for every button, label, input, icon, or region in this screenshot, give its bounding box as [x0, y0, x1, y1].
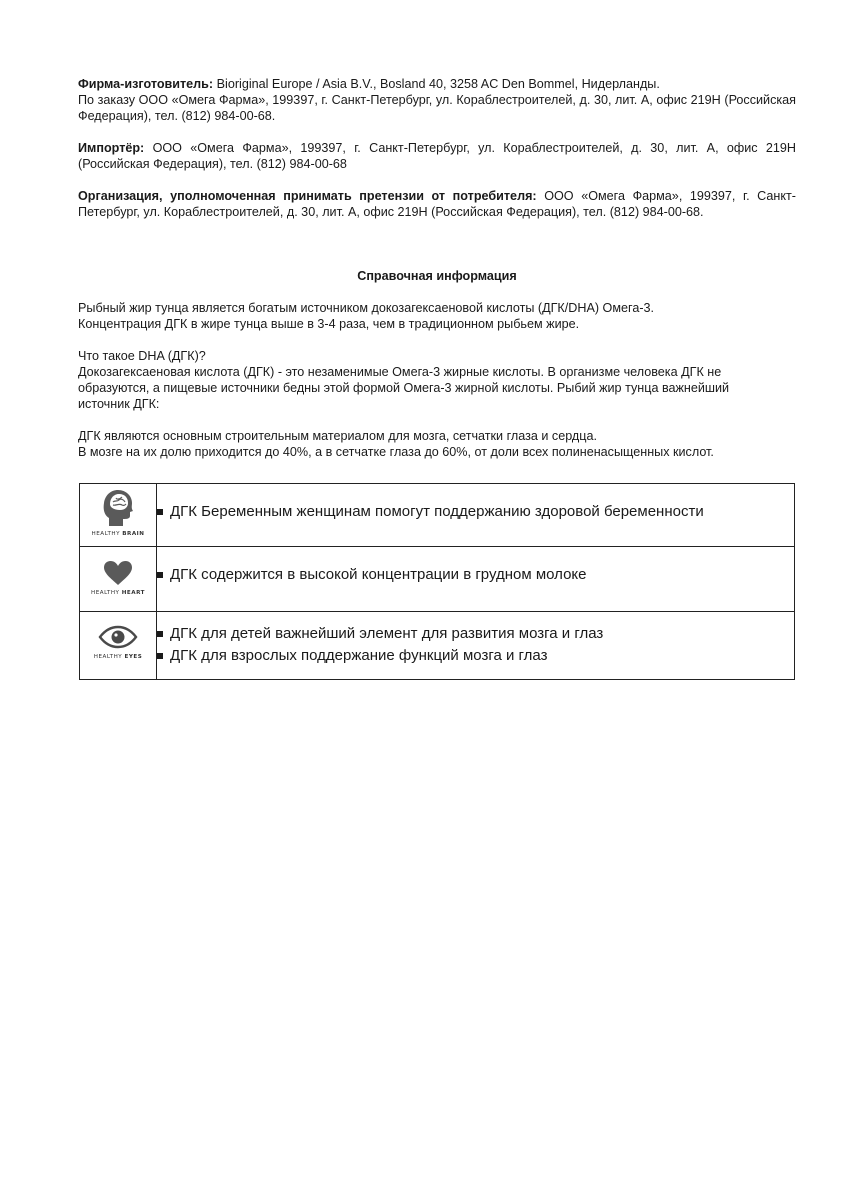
benefits-table [79, 483, 795, 680]
document-body [78, 76, 796, 460]
reference-question-line3: источник ДГК: [78, 397, 160, 411]
benefit-row-eyes [80, 612, 795, 680]
eyes-label: HEALTHY EYES [93, 654, 143, 660]
brain-icon [101, 488, 135, 528]
list-item: ДГК Беременным женщинам помогут поддержанию здоровой беременности [157, 501, 794, 523]
benefit-icon-cell [80, 484, 157, 547]
benefit-text-cell [157, 484, 795, 547]
benefit-text-cell [157, 547, 795, 612]
reference-p1-line1: Рыбный жир тунца является богатым источником докозагексаеновой кислоты (ДГК/DHA) Омега-3. [78, 301, 655, 315]
benefit-row-brain [80, 484, 795, 547]
reference-title: Справочная информация [357, 269, 517, 283]
reference-paragraph-3 [78, 428, 796, 460]
benefit-row-heart [80, 547, 795, 612]
claims-org-label: Организация, уполномоченная принимать претензии от потребителя: [78, 189, 537, 203]
reference-question-line1: Докозагексаеновая кислота (ДГК) - это незаменимые Омега-3 жирные кислоты. В организме человека ДГК не [78, 365, 722, 379]
reference-question-line2: образуются, а пищевые источники бедны этой формой Омега-3 жирной кислоты. Рыбий жир тунца важнейший [78, 381, 730, 395]
benefit-icon-cell [80, 612, 157, 680]
reference-paragraph-1 [78, 300, 796, 332]
benefit-icon-cell [80, 547, 157, 612]
list-item: ДГК для детей важнейший элемент для развития мозга и глаз [157, 623, 794, 645]
eye-icon [98, 625, 138, 649]
importer-text: ООО «Омега Фарма», 199397, г. Санкт-Петербург, ул. Кораблестроителей, д. 30, лит. А, офис 219Н (Российская Федерация), тел. (812) 984-00-68 [78, 141, 796, 171]
manufacturer-paragraph [78, 76, 796, 124]
brain-label: HEALTHY BRAIN [91, 531, 145, 537]
importer-label: Импортёр: [78, 141, 145, 155]
heart-icon [103, 560, 133, 586]
manufacturer-text: Bioriginal Europe / Asia B.V., Bosland 40, 3258 AC Den Bommel, Нидерланды. [213, 77, 660, 91]
heart-label: HEALTHY HEART [91, 590, 145, 596]
reference-question-title: Что такое DHA (ДГК)? [78, 349, 206, 363]
manufacturer-label: Фирма-изготовитель: [78, 77, 214, 91]
list-item: ДГК для взрослых поддержание функций мозга и глаз [157, 645, 794, 667]
reference-p3-line1: ДГК являются основным строительным материалом для мозга, сетчатки глаза и сердца. [78, 429, 597, 443]
benefit-list [157, 564, 794, 586]
benefit-text-cell [157, 612, 795, 680]
reference-p1-line2: Концентрация ДГК в жире тунца выше в 3-4 раза, чем в традиционном рыбьем жире. [78, 317, 580, 331]
benefit-list [157, 501, 794, 523]
manufacturer-order-text: По заказу ООО «Омега Фарма», 199397, г. Санкт-Петербург, ул. Кораблестроителей, д. 30, лит. А, офис 219Н (Российская Федерация), тел. (812) 984-00-68. [78, 93, 796, 123]
claims-org-paragraph [78, 188, 796, 220]
list-item: ДГК содержится в высокой концентрации в грудном молоке [157, 564, 794, 586]
claims-org-text: ООО «Омега Фарма», 199397, г. Санкт-Петербург, ул. Кораблестроителей, д. 30, лит. А, офис 219Н (Российская Федерация), тел. (812) 984-00-68. [78, 189, 796, 219]
benefit-list [157, 623, 794, 667]
reference-p3-line2: В мозге на их долю приходится до 40%, а в сетчатке глаза до 60%, от доли всех полиненасыщенных кислот. [78, 445, 714, 459]
importer-paragraph [78, 140, 796, 172]
reference-question [78, 348, 796, 412]
